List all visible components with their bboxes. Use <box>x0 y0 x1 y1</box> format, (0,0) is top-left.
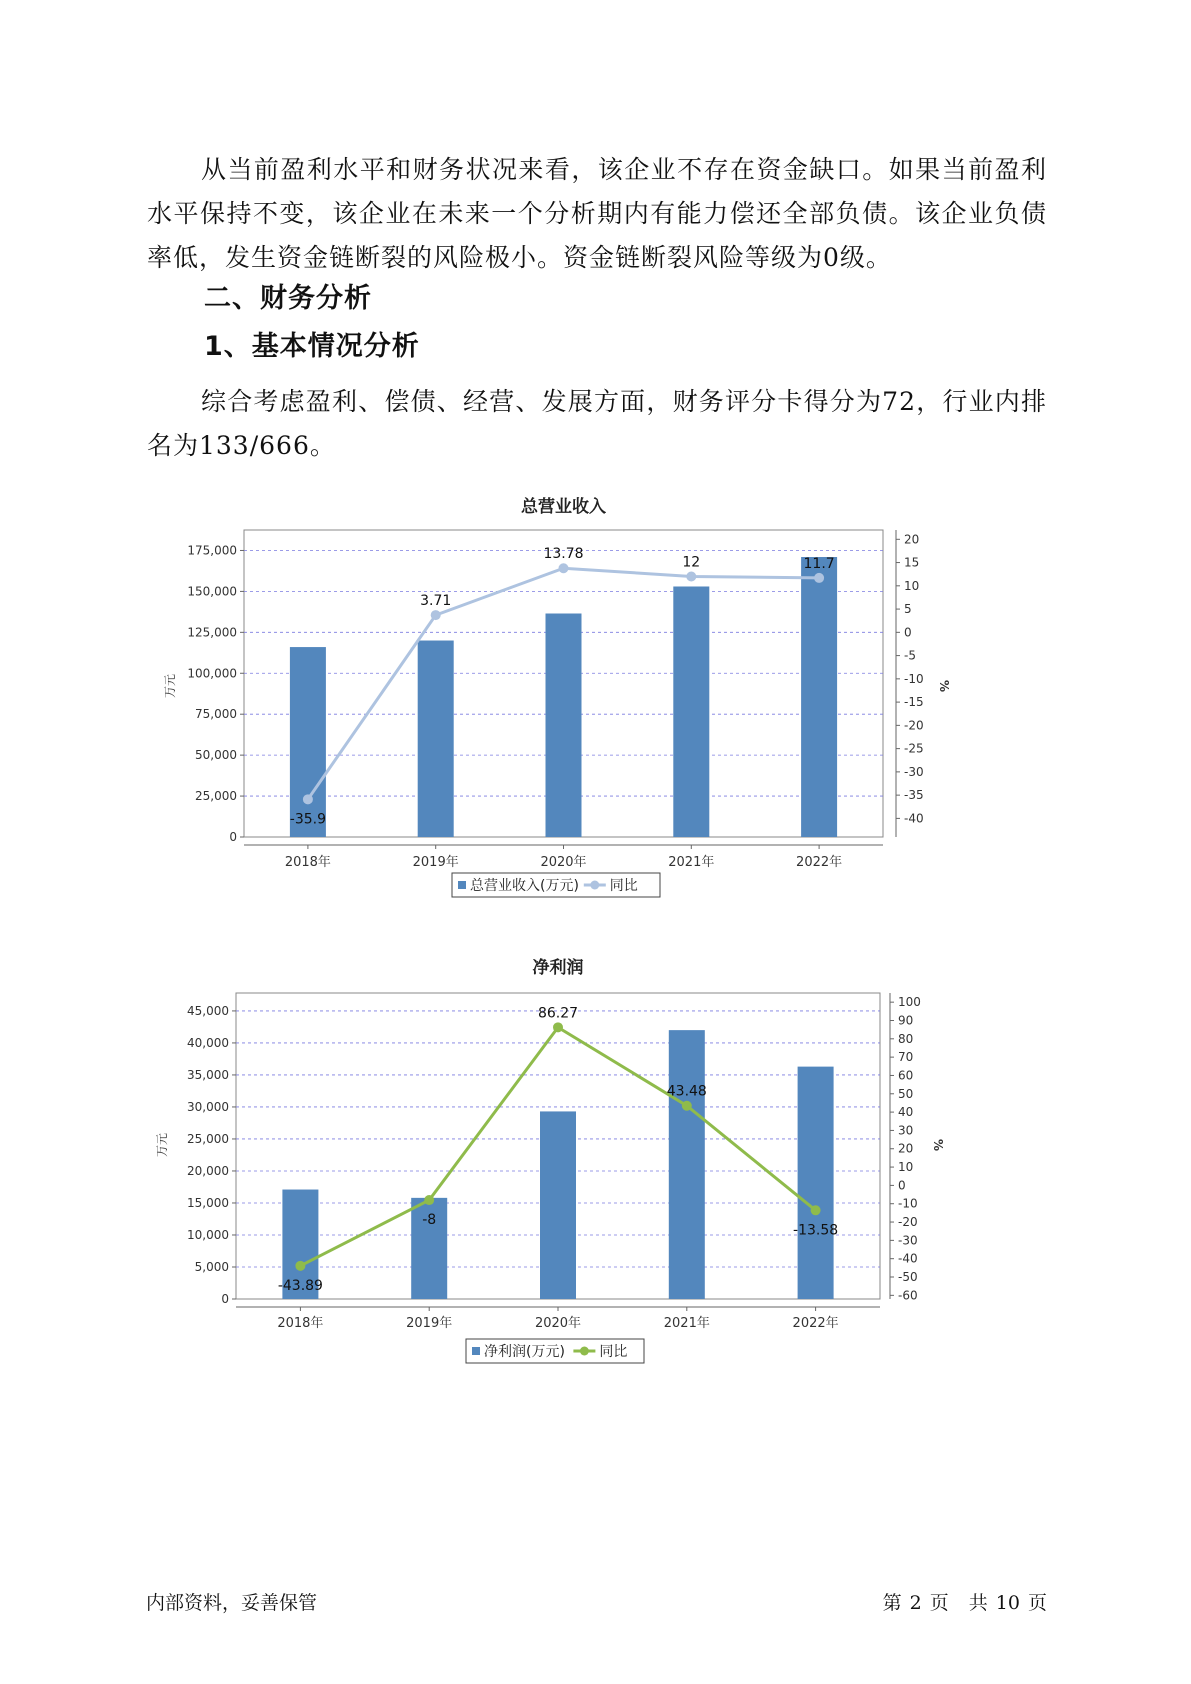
chart-title: 净利润 <box>532 958 584 978</box>
x-tick-label: 2019年 <box>406 1316 453 1331</box>
legend-bar-label: 总营业收入(万元) <box>470 878 579 894</box>
y2-tick-label: -30 <box>904 764 924 779</box>
net-profit-chart <box>0 950 1191 1390</box>
y2-tick-label: 90 <box>898 1013 914 1028</box>
yoy-point <box>553 1022 563 1032</box>
x-tick-label: 2021年 <box>668 855 715 870</box>
data-label: 13.78 <box>543 546 584 563</box>
summary-paragraph: 从当前盈利水平和财务状况来看，该企业不存在资金缺口。如果当前盈利水平保持不变，该企业在未来一个分析期内有能力偿还全部负债。该企业负债率低，发生资金链断裂的风险极小。资金链断裂风险等级为0级。 <box>147 155 1047 272</box>
subsection-heading: 1、基本情况分析 <box>204 331 420 362</box>
bar <box>540 1111 576 1299</box>
bar <box>546 614 582 837</box>
legend-line-label: 同比 <box>599 1344 628 1360</box>
y-tick-label: 15,000 <box>187 1195 229 1210</box>
y2-tick-label: 10 <box>904 578 920 593</box>
yoy-point <box>682 1101 692 1111</box>
data-label: 86.27 <box>537 1005 579 1022</box>
legend-line-label: 同比 <box>609 878 638 894</box>
y2-tick-label: -40 <box>898 1251 918 1266</box>
data-label: -43.89 <box>277 1277 323 1294</box>
y2-tick-label: -60 <box>898 1288 918 1303</box>
legend-bar-swatch <box>458 881 466 889</box>
legend-bar-swatch <box>472 1347 480 1355</box>
y2-tick-label: -20 <box>898 1215 918 1230</box>
page-prefix: 第 <box>882 1592 902 1614</box>
bar <box>801 557 837 837</box>
data-label: -35.9 <box>289 811 327 828</box>
y2-tick-label: -50 <box>898 1270 918 1285</box>
yoy-point <box>811 1205 821 1215</box>
y-axis-label: 万元 <box>155 1132 169 1158</box>
y2-tick-label: -10 <box>904 671 924 686</box>
x-tick-label: 2022年 <box>796 855 843 870</box>
y2-tick-label: 0 <box>904 625 912 640</box>
y-tick-label: 10,000 <box>187 1227 229 1242</box>
y-tick-label: 150,000 <box>187 584 237 599</box>
y2-axis-label: % <box>937 679 951 693</box>
y-tick-label: 100,000 <box>187 666 237 681</box>
y2-tick-label: 70 <box>898 1050 914 1065</box>
y-tick-label: 35,000 <box>187 1067 229 1082</box>
x-tick-label: 2018年 <box>284 855 331 870</box>
page-unit: 页 <box>929 1592 949 1614</box>
x-tick-label: 2021年 <box>663 1316 710 1331</box>
footer-page-number <box>879 1588 1051 1615</box>
yoy-point <box>814 573 824 583</box>
y2-tick-label: 10 <box>898 1160 914 1175</box>
y2-tick-label: 20 <box>898 1141 914 1156</box>
y2-tick-label: -10 <box>898 1196 918 1211</box>
y2-tick-label: -5 <box>904 648 916 663</box>
y-tick-label: 75,000 <box>195 707 237 722</box>
bar <box>798 1067 834 1299</box>
yoy-point <box>303 794 313 804</box>
legend-line-marker <box>580 1347 589 1356</box>
data-label: 3.71 <box>420 593 452 610</box>
y-tick-label: 5,000 <box>194 1259 229 1274</box>
y2-tick-label: 30 <box>898 1123 914 1138</box>
y-tick-label: 175,000 <box>187 543 237 558</box>
y2-tick-label: -35 <box>904 788 924 803</box>
y2-tick-label: 0 <box>898 1178 906 1193</box>
yoy-point <box>431 610 441 620</box>
y-tick-label: 0 <box>221 1292 229 1306</box>
data-label: 12 <box>682 554 701 571</box>
total-number: 10 <box>995 1592 1020 1614</box>
legend-line-marker <box>590 881 599 890</box>
y-tick-label: 25,000 <box>187 1131 229 1146</box>
x-tick-label: 2022年 <box>792 1316 839 1331</box>
legend-bar-label: 净利润(万元) <box>484 1344 565 1360</box>
y2-tick-label: 5 <box>904 602 912 617</box>
bar <box>673 586 709 837</box>
yoy-point <box>295 1261 305 1271</box>
data-label: -8 <box>422 1212 437 1229</box>
y2-tick-label: -30 <box>898 1233 918 1248</box>
chart-title: 总营业收入 <box>521 497 606 517</box>
yoy-point <box>686 572 696 582</box>
y-tick-label: 50,000 <box>195 748 237 763</box>
data-label: 43.48 <box>666 1083 707 1100</box>
y2-tick-label: -15 <box>904 695 924 710</box>
y2-tick-label: 40 <box>898 1105 914 1120</box>
y-tick-label: 30,000 <box>187 1099 229 1114</box>
y2-tick-label: 20 <box>904 532 920 547</box>
y-tick-label: 0 <box>229 830 237 844</box>
x-tick-label: 2018年 <box>277 1316 324 1331</box>
data-label: -13.58 <box>793 1222 839 1239</box>
y2-tick-label: 80 <box>898 1031 914 1046</box>
x-tick-label: 2020年 <box>540 855 587 870</box>
x-tick-label: 2020年 <box>534 1316 582 1331</box>
score-paragraph: 综合考虑盈利、偿债、经营、发展方面，财务评分卡得分为72，行业内排名为133/666。 <box>147 387 1047 460</box>
y2-axis-label: % <box>931 1138 945 1152</box>
total-unit: 页 <box>1027 1592 1047 1614</box>
y2-tick-label: -25 <box>904 741 924 756</box>
total-prefix: 共 <box>968 1592 988 1614</box>
y-tick-label: 125,000 <box>187 625 237 640</box>
y-tick-label: 20,000 <box>187 1163 229 1178</box>
y2-tick-label: 15 <box>904 555 920 570</box>
section-heading: 二、财务分析 <box>204 283 372 314</box>
bar <box>666 1030 707 1299</box>
y2-tick-label: 60 <box>898 1068 914 1083</box>
bar <box>290 647 326 837</box>
data-label: 11.7 <box>803 555 835 572</box>
y-tick-label: 25,000 <box>195 789 237 804</box>
page-number: 2 <box>909 1592 922 1614</box>
y2-tick-label: 100 <box>898 995 921 1010</box>
y2-tick-label: 50 <box>898 1086 914 1101</box>
x-tick-label: 2019年 <box>412 855 459 870</box>
y-axis-label: 万元 <box>163 673 177 699</box>
y-tick-label: 40,000 <box>187 1035 229 1050</box>
revenue-chart <box>0 490 1191 910</box>
bar <box>418 641 454 837</box>
yoy-point <box>559 563 569 573</box>
y-tick-label: 45,000 <box>187 1003 229 1018</box>
y2-tick-label: -20 <box>904 718 924 733</box>
yoy-point <box>424 1195 434 1205</box>
footer-confidential: 内部资料，妥善保管 <box>146 1592 318 1614</box>
y2-tick-label: -40 <box>904 811 924 826</box>
